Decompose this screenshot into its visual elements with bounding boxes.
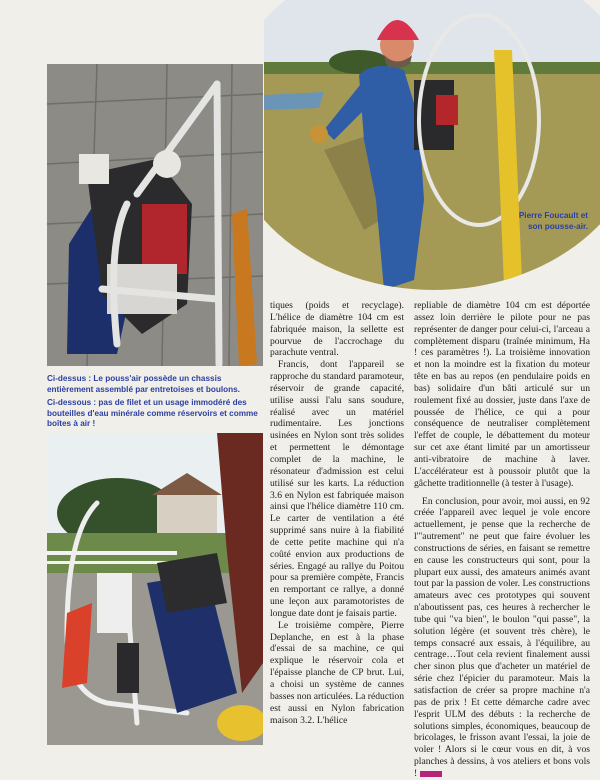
paragraph — [414, 496, 590, 780]
paragraph: Francis, dont l'appareil se rapproche du standard paramoteur, réservoir de grande capacité, utilise aussi l'alu sans soudure, réalisé avec un matériel rudimentaire. Les jonctions usinées en Nylon sont très solides et permettent le démontage complet de la machine, le résonateur d'admission est celui utilisé sur les karts. La réduction 3.6 en Nylon est fabriquée maison ainsi que l'hélice diamètre 110 cm. Le carter de ventilation a été supprimé sans nuire à la fiabilité de cette petite machine qui n'a coûté envion aux productions de séries. Engagé au rallye du Poitou pour sa première compète, Francis en remportant ce rallye, a donné une leçon aux paramotoristes de longue date dont je faisais partie. — [270, 359, 404, 619]
end-of-article-mark — [420, 771, 442, 777]
photo-engine-frame — [47, 64, 263, 366]
caption-pierre-foucault: Pierre Foucault et son pousse-air. — [518, 211, 588, 231]
article-column-right — [414, 300, 590, 780]
paragraph-text: En conclusion, pour avoir, moi aussi, en 92 créée l'appareil avec lequel je vole encore actuellement, je pense que la recherche de l'"autrement" ne peut que faire évoluer les constructions de séries, en faisant se remettre en cause les constructeurs qui sont, pour la plupart eux aussi, des amateurs animés avant tout par la passion de voler. Les constructions amateurs avec ces prototypes qui souvent n'aboutissent pas, ces heures à rechercher le tube qui "va bien", le boulon "qui passe", la solution légère (et souvent très chère), le temps consacré aux essais, à l'équilibre, au centrage…Tout cela revient finalement aussi cher sinon plus que d'acheter un matériel de série chez l'épicier du paramoteur. Mais la satisfaction de créer sa propre machine n'a pas de prix ! Et cette démarche cadre avec l'esprit ULM des débuts : la recherche de solutions simples, économiques, beaucoup de bricolages, le frisson avant l'essai, la joie de voler ! Alors si le cœur vous en dit, à vos planches à dessins, à vos ateliers et bons vols ! — [414, 495, 590, 779]
paragraph: tiques (poids et recyclage). L'hélice de diamètre 104 cm est fabriquée maison, la sellette est pourvue de l'accrochage du parachute ventral. — [270, 300, 404, 359]
photo-pilot-field — [264, 0, 600, 300]
caption-above: Ci-dessus : Le pouss'air possède un chassis entièrement assemblé par entretoises et boulons. — [47, 374, 240, 394]
caption-below: Ci-dessous : pas de filet et un usage immodéré des bouteilles d'eau minérale comme réservoirs et comme boîtes à air ! — [47, 398, 258, 428]
paragraph: repliable de diamètre 104 cm est déportée assez loin derrière le pilote pour ne pas représenter de danger pour celui-ci, l'arceau a complètement disparu (traînée minimum, Ha ! ces paramètres !). La troisième innovation et non la moindre est la fixation du moteur tête en bas au repos (en pendulaire poids en bas) solidaire d'un bâti articulé sur un roulement fixé au dossier, juste dans l'axe de poussée de l'hélice, ce qui a pour conséquence de neutraliser complètement l'effet de couple, le débattement du moteur sur cet axe étant limité par un amortisseur anti-vibratoire de machine à laver. L'accélérateur est à poussoir plutôt que la gâchette traditionnelle (à tester à l'usage). — [414, 300, 590, 489]
article-column-middle — [270, 300, 404, 726]
paragraph: Le troisième compère, Pierre Deplanche, en est à la phase d'essai de sa machine, ce qui explique le réservoir cola et l'épaisse planche de CP brut. Lui, a choisi un système de cannes basses non articulées. La réduction est aussi en Nylon fabrication maison 3.2. L'hélice — [270, 619, 404, 726]
photo-pousse-air-ground — [47, 433, 263, 745]
caption-left-block — [47, 374, 263, 433]
